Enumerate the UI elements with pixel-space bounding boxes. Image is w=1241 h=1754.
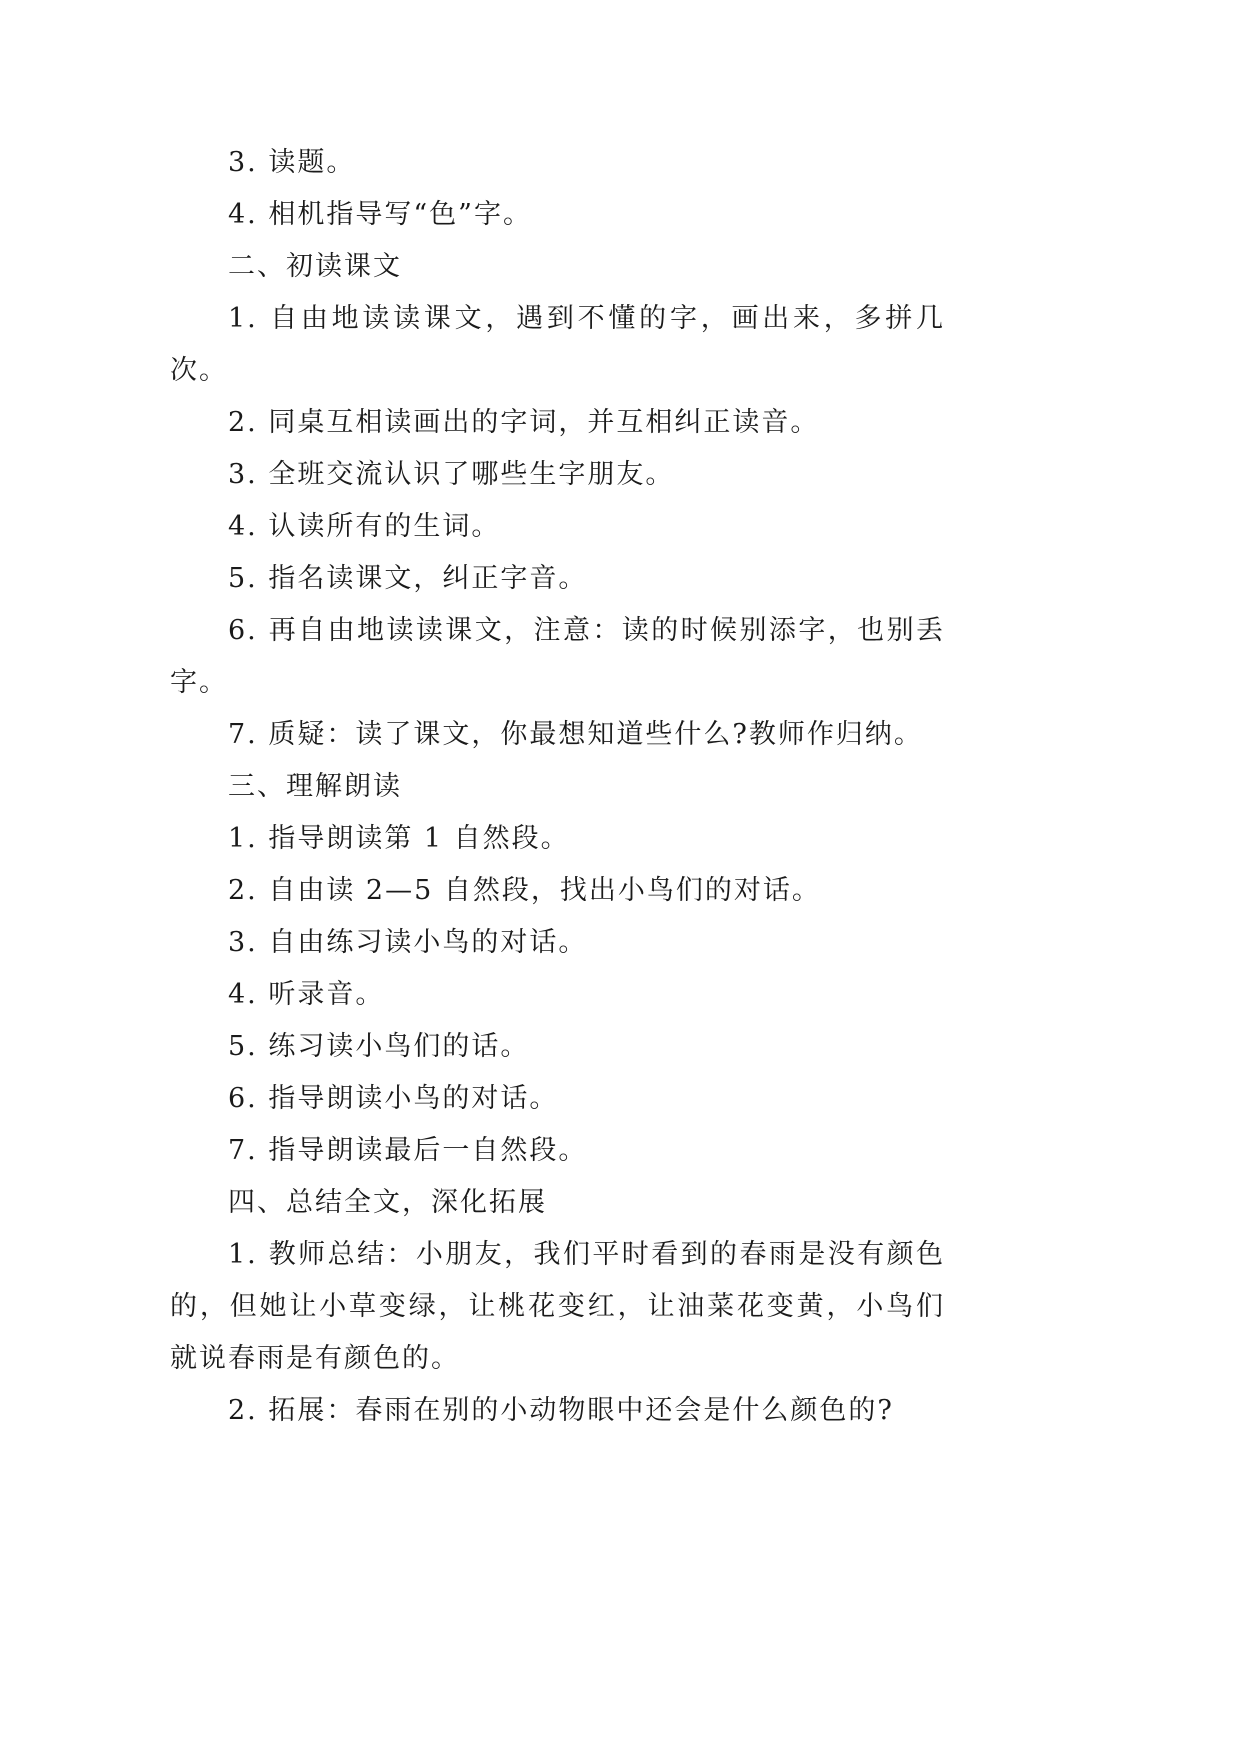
paragraph-reread-text: 6. 再自由地读读课文，注意：读的时候别添字，也别丢字。: [170, 615, 945, 698]
paragraph-guide-paragraph-1: 1. 指导朗读第 1 自然段。: [228, 823, 570, 854]
paragraph-guide-dialogue: 6. 指导朗读小鸟的对话。: [228, 1083, 559, 1114]
paragraph-practice-birds-words: 5. 练习读小鸟们的话。: [228, 1031, 530, 1062]
paragraph-guide-last-paragraph: 7. 指导朗读最后一自然段。: [228, 1135, 588, 1166]
paragraph-listen-recording: 4. 听录音。: [228, 979, 385, 1010]
paragraph-questioning: 7. 质疑：读了课文，你最想知道些什么?教师作归纳。: [228, 719, 923, 750]
paragraph-step-3-read-title: 3. 读题。: [228, 147, 356, 178]
paragraph-free-reading: 1. 自由地读读课文，遇到不懂的字，画出来，多拼几次。: [170, 303, 945, 386]
section-heading-understanding-reading: 三、理解朗读: [228, 771, 402, 802]
paragraph-teacher-summary: 1. 教师总结：小朋友，我们平时看到的春雨是没有颜色的，但她让小草变绿，让桃花变红，让油菜花变黄，小鸟们就说春雨是有颜色的。: [170, 1239, 945, 1374]
paragraph-extension-question: 2. 拓展：春雨在别的小动物眼中还会是什么颜色的?: [228, 1395, 894, 1426]
paragraph-step-4-write-character: 4. 相机指导写“色”字。: [228, 199, 532, 230]
section-heading-summary-extension: 四、总结全文，深化拓展: [228, 1187, 547, 1218]
paragraph-practice-dialogue: 3. 自由练习读小鸟的对话。: [228, 927, 588, 958]
paragraph-find-dialogues: 2. 自由读 2—5 自然段，找出小鸟们的对话。: [228, 875, 821, 906]
paragraph-named-reading: 5. 指名读课文，纠正字音。: [228, 563, 588, 594]
section-heading-initial-reading: 二、初读课文: [228, 251, 402, 282]
document-body: [170, 137, 945, 1437]
paragraph-read-new-words: 4. 认读所有的生词。: [228, 511, 501, 542]
paragraph-class-exchange: 3. 全班交流认识了哪些生字朋友。: [228, 459, 675, 490]
paragraph-deskmate-reading: 2. 同桌互相读画出的字词，并互相纠正读音。: [228, 407, 820, 438]
